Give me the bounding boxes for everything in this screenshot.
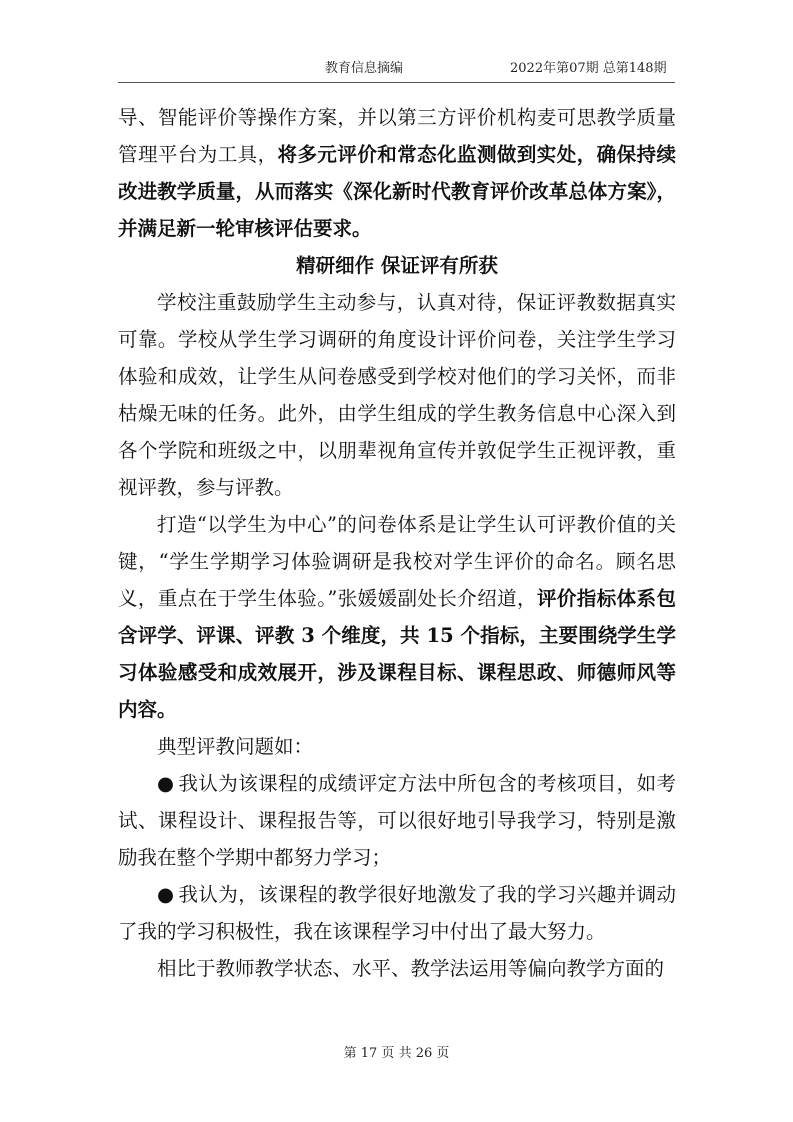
header-divider [118, 82, 675, 83]
page-header [0, 57, 793, 77]
issue-number: 2022年第07期 总第148期 [510, 61, 667, 76]
paragraph-3-bold: 评价指标体系包含评学、评课、评教 3 个维度，共 15 个指标，主要围绕学生学习体验感受和成效展开，涉及课程目标、课程思政、师德师风等内容。 [118, 587, 676, 721]
paragraph-1-normal: 导、智能评价等操作方案，并以第三方评价机构麦可思教学质量管理平台为工具， [118, 106, 676, 166]
bullet-item-1 [118, 765, 676, 876]
bullet-1-text: 我认为该课程的成绩评定方法中所包含的考核项目，如考试、课程设计、课程报告等，可以很好地引导我学习，特别是激励我在整个学期中都努力学习； [118, 772, 676, 869]
paragraph-3-normal: 打造“以学生为中心”的问卷体系是让学生认可评教价值的关键，“学生学期学习体验调研是我校对学生评价的命名。顾名思义，重点在于学生体验。”张媛媛副处长介绍道， [118, 513, 676, 610]
publication-title: 教育信息摘编 [325, 61, 404, 76]
paragraph-2: 学校注重鼓励学生主动参与，认真对待，保证评教数据真实可靠。学校从学生学习调研的角度设计评价问卷，关注学生学习体验和成效，让学生从问卷感受到学校对他们的学习关怀，而非枯燥无味的任务。此外，由学生组成的学生教务信息中心深入到各个学院和班级之中，以朋辈视角宣传并敦促学生正视评教，重视评教，参与评教。 [118, 291, 676, 499]
paragraph-3 [118, 506, 676, 728]
bullet-icon: ● [157, 772, 175, 795]
article-body [118, 99, 676, 987]
section-title: 精研细作 保证评有所获 [296, 254, 498, 277]
bullet-item-2 [118, 876, 676, 950]
paragraph-4: 典型评教问题如： [157, 735, 314, 758]
bullet-icon: ● [157, 883, 175, 906]
page-footer: 第 17 页 共 26 页 [343, 1046, 450, 1061]
paragraph-5: 相比于教师教学状态、水平、教学法运用等偏向教学方面的 [157, 957, 665, 980]
paragraph-1 [118, 99, 676, 247]
paragraph-1-bold: 将多元评价和常态化监测做到实处，确保持续改进教学质量，从而落实《深化新时代教育评价改革总体方案》，并满足新一轮审核评估要求。 [118, 143, 676, 240]
bullet-2-text: 我认为，该课程的教学很好地激发了我的学习兴趣并调动了我的学习积极性，我在该课程学习中付出了最大努力。 [118, 883, 676, 943]
